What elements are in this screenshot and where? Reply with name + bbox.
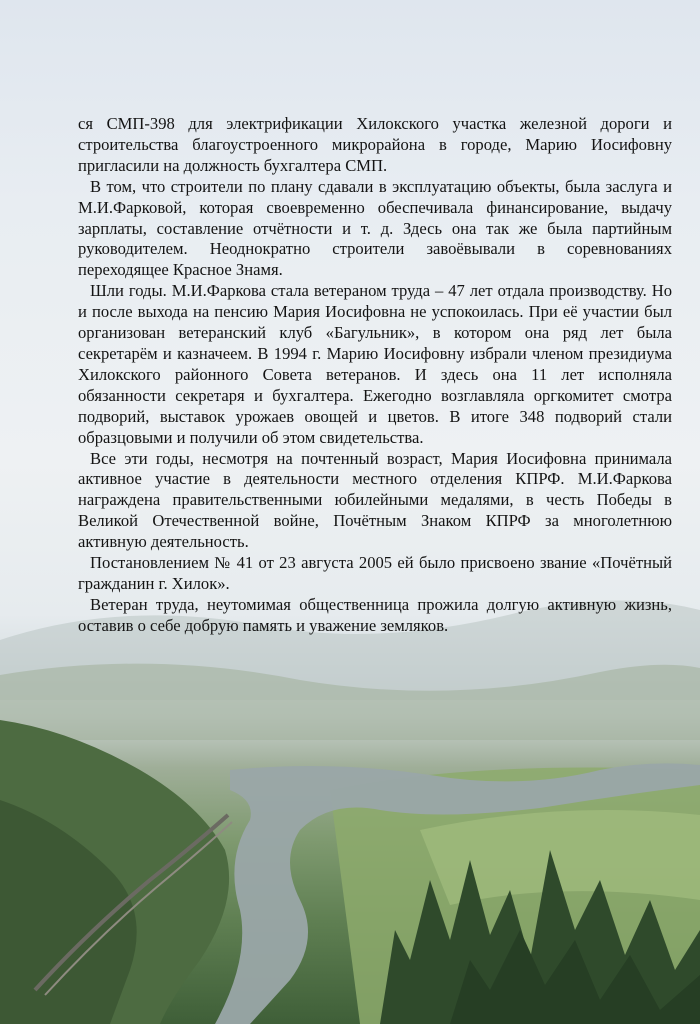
paragraph-6: Ветеран труда, неутомимая общественница прожила долгую активную жизнь, оставив о себе добрую память и уважение земляков. [78, 594, 672, 635]
paragraph-5: Постановлением № 41 от 23 августа 2005 ей было присвоено звание «Почётный гражданин г. Хилок». [78, 553, 672, 593]
paragraph-1: ся СМП-398 для электрификации Хилокского участка железной дороги и строительства благоустроенного микрорайона в городе, Марию Иосифовну пригласили на должность бухгалтера СМП. [78, 114, 672, 175]
paragraph-2: В том, что строители по плану сдавали в эксплуатацию объекты, была заслуга и М.И.Фарковой, которая своевременно обеспечивала финансирование, выдачу зарплаты, составление отчётности и т. д. Здесь она так же была партийным руководителем. Неоднократно строители завоёвывали в соревнованиях переходящее Красное Знамя. [78, 176, 672, 280]
paragraph-3: Шли годы. М.И.Фаркова стала ветераном труда – 47 лет отдала производству. Но и после выхода на пенсию Мария Иосифовна не успокоилась. При её участии был организован ветеранский клуб «Багульник», в котором она ряд лет была секретарём и казначеем. В 1994 г. Марию Иосифовну избрали членом президиума Хилокского районного Совета ветеранов. И здесь она 11 лет исполняла обязанности секретаря и бухгалтера. Ежегодно возглавляла оргкомитет смотра подворий, выставок урожаев овощей и цветов. В итоге 348 подворий стали образцовыми и получили об этом свидетельства. [78, 281, 672, 447]
paragraph-4: Все эти годы, несмотря на почтенный возраст, Мария Иосифовна принимала активное участие в деятельности местного отделения КПРФ. М.И.Фаркова награждена правительственными юбилейными медалями, в честь Победы в Великой Отечественной войне, Почётным Знаком КПРФ за многолетнюю активную деятельность. [78, 448, 672, 552]
article-text [78, 114, 672, 637]
